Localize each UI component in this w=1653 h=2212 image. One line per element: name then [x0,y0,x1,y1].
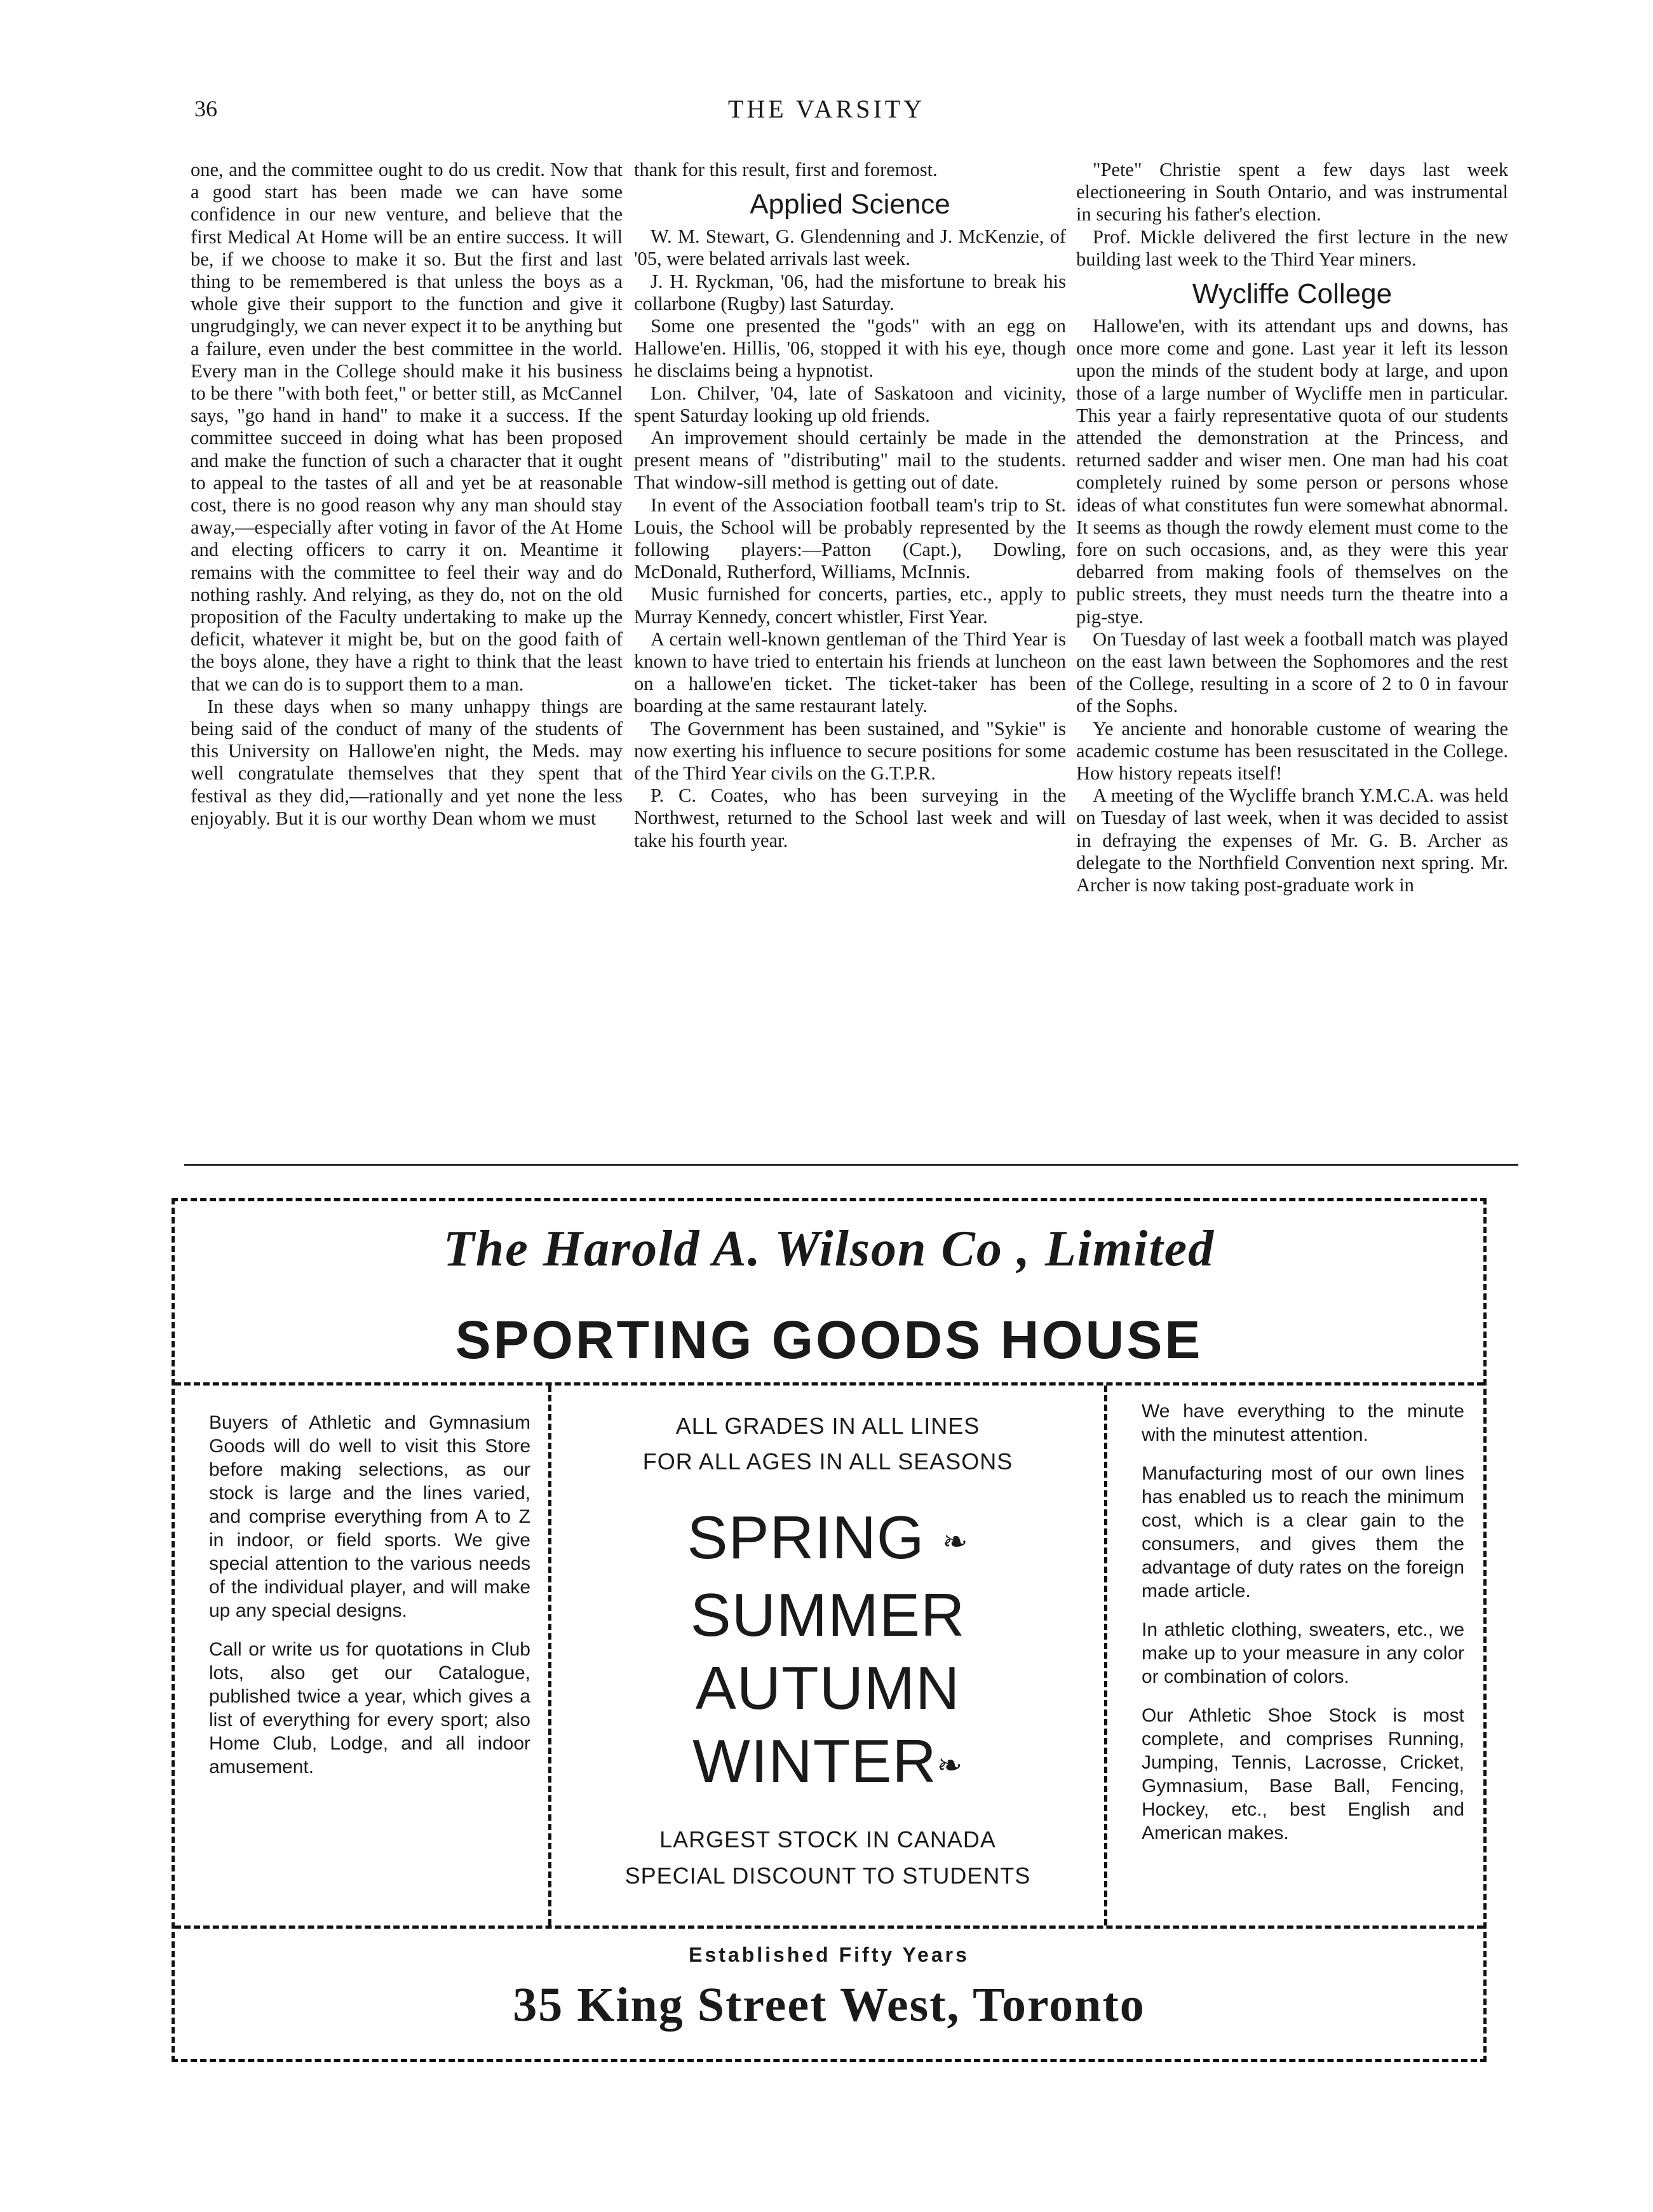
column-paragraph: An improvement should certainly be made in the present means of "distributing" mail to the students. That window-sill method is getting out of date. [634,427,1066,494]
column-paragraph: A meeting of the Wycliffe branch Y.M.C.A. was held on Tuesday of last week, when it was decided to assist in defraying the expenses of Mr. G. B. Archer as delegate to the Northfield Convention next spring. Mr. Archer is now taking post-graduate work in [1076,785,1508,896]
ad-right-paragraph: Manufacturing most of our own lines has enabled us to reach the minimum cost, which is a clear gain to the consumers, and gives them the advantage of duty rates on the foreign made article. [1142,1463,1464,1602]
ad-center-panel [548,1386,1107,1925]
article-column-3 [1076,159,1508,896]
ad-established: Established Fifty Years [689,1943,969,1966]
season-summer: SUMMER [690,1581,966,1650]
column-paragraph: Music furnished for concerts, parties, etc., apply to Murray Kennedy, concert whistler, First Year. [634,583,1066,628]
column-paragraph: On Tuesday of last week a football match was played on the east lawn between the Sophomores and the rest of the College, resulting in a score of 2 to 0 in favour of the Sophs. [1076,628,1508,717]
ad-right-paragraph: In athletic clothing, sweaters, etc., we make up to your measure in any color or combination of colors. [1142,1619,1464,1687]
column-paragraph: J. H. Ryckman, '06, had the misfortune to break his collarbone (Rugby) last Saturday. [634,270,1066,314]
column-divider-rule [184,1164,1518,1166]
ad-ages-line: FOR ALL AGES IN ALL SEASONS [642,1448,1013,1474]
column-paragraph: In these days when so many unhappy things are being said of the conduct of many of the students of this University on Hallowe'en night, the Meds. may well congratulate themselves that they spent that festival as they did,—rationally and yet none the less enjoyably. But it is our worthy Dean whom we must [191,695,623,829]
column-paragraph: The Government has been sustained, and "Sykie" is now exerting his influence to secure positions for some of the Third Year civils on the G.T.P.R. [634,717,1066,785]
ad-right-paragraph: We have everything to the minute with the minutest attention. [1142,1401,1464,1445]
ad-right-panel [1107,1386,1483,1925]
column-paragraph: In event of the Association football team's trip to St. Louis, the School will be probably represented by the following players:—Patton (Capt.), Dowling, McDonald, Rutherford, Williams, McInnis. [634,494,1066,583]
section-heading-wycliffe-college: Wycliffe College [1192,278,1393,310]
season-winter: WINTER [692,1727,937,1796]
article-column-2 [634,159,1066,852]
column-paragraph: Ye anciente and honorable custome of wearing the academic costume has been resuscitated in the College. How history repeats itself! [1076,717,1508,785]
ad-address: 35 King Street West, Toronto [513,1978,1145,2032]
column-paragraph: Lon. Chilver, '04, late of Saskatoon and vicinity, spent Saturday looking up old friends. [634,382,1066,426]
ad-discount-line: SPECIAL DISCOUNT TO STUDENTS [624,1863,1031,1889]
column-paragraph: Prof. Mickle delivered the first lecture in the new building last week to the Third Year miners. [1076,226,1508,270]
fleuron-icon: ❧ [942,1525,969,1560]
ad-seasons [551,1501,1104,1802]
column-paragraph: thank for this result, first and foremost. [634,159,938,180]
column-paragraph: one, and the committee ought to do us credit. Now that a good start has been made we can have some confidence in our new venture, and believe that the first Medical At Home will be an entire success. It will be, if we choose to make it so. But the first and last thing to be remembered is that unless the boys as a whole give their support to the function and give it ungrudgingly, we can never expect it to be anything but a failure, even under the best committee in the world. Every man in the College should make it his business to be there "with both feet," or better still, as McCannel says, "go hand in hand" to make it a success. If the committee succeed in doing what has been proposed and make the function of such a character that it ought to appeal to the tastes of all and yet be at reasonable cost, there is no good reason why any man should stay away,—especially after voting in favor of the At Home and electing officers to carry it on. Meantime it remains with the committee to feel their way and do nothing rashly. And relying, as they do, not on the old proposition of the Faculty undertaking to make up the deficit, whatever it might be, but on the good faith of the boys alone, they have a right to think that the least that we can do is to support them to a man. [191,159,623,695]
fleuron-icon: ❧ [936,1749,963,1783]
publication-title: THE VARSITY [727,95,926,123]
ad-right-paragraph: Our Athletic Shoe Stock is most complete, and comprises Running, Jumping, Tennis, Lacrosse, Cricket, Gymnasium, Base Ball, Fencing, Hockey, etc., best English and American makes. [1142,1705,1464,1844]
column-paragraph: A certain well-known gentleman of the Third Year is known to have tried to entertain his friends at luncheon on a hallowe'en ticket. The ticket-taker has been boarding at the same restaurant lately. [634,628,1066,717]
column-paragraph: P. C. Coates, who has been surveying in the Northwest, returned to the School last week and will take his fourth year. [634,785,1066,851]
ad-stock-line: LARGEST STOCK IN CANADA [659,1826,996,1853]
ad-grades-line: ALL GRADES IN ALL LINES [675,1413,980,1439]
article-column-1 [191,159,623,830]
column-paragraph: "Pete" Christie spent a few days last week electioneering in South Ontario, and was instrumental in securing his father's election. [1076,159,1508,226]
ad-dashed-divider [175,1925,1483,1929]
ad-tagline: SPORTING GOODS HOUSE [455,1310,1203,1370]
column-paragraph: Hallowe'en, with its attendant ups and downs, has once more come and gone. Last year it left its lesson upon the minds of the student body at large, and upon those of a large number of Wycliffe men in particular. This year a fairly representative quota of our students attended the demonstration at the Princess, and returned sadder and wiser men. One man had his coat completely ruined by some person or persons whose ideas of what constitutes fun were somewhat abnormal. It seems as though the rowdy element must come to the fore on such occasions, and, as they were this year debarred from making fools of themselves on the public streets, they must needs turn the theatre into a pig-stye. [1076,315,1508,628]
advertisement-box [172,1198,1487,2062]
season-spring: SPRING [687,1504,925,1572]
column-paragraph: Some one presented the "gods" with an egg on Hallowe'en. Hillis, '06, stopped it with his eye, though he disclaims being a hypnotist. [634,315,1066,382]
season-autumn: AUTUMN [695,1654,961,1723]
section-heading-applied-science: Applied Science [750,189,950,220]
page-number: 36 [194,96,217,121]
ad-company-name: The Harold A. Wilson Co , Limited [443,1221,1215,1277]
ad-left-paragraph: Buyers of Athletic and Gymnasium Goods will do well to visit this Store before making selections, as our stock is large and the lines varied, and comprise everything from A to Z in indoor, or field sports. We give special attention to the various needs of the individual player, and will make up any special designs. [209,1412,530,1621]
ad-left-paragraph: Call or write us for quotations in Club lots, also get our Catalogue, published twice a year, which gives a list of everything for every sport; also Home Club, Lodge, and all indoor amusement. [209,1639,530,1777]
column-paragraph: W. M. Stewart, G. Glendenning and J. McKenzie, of '05, were belated arrivals last week. [634,226,1066,270]
ad-left-panel [175,1386,548,1925]
